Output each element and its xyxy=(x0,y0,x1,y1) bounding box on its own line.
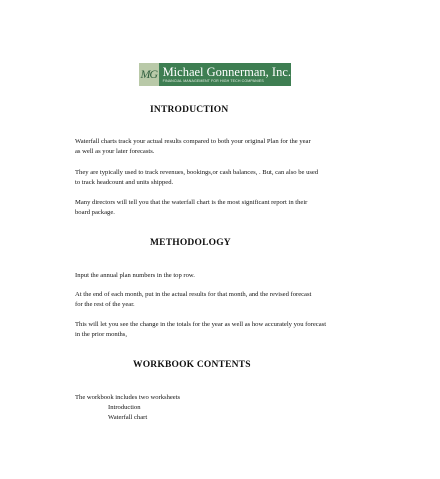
text-line: board package. xyxy=(75,208,115,216)
text-line: for the rest of the year. xyxy=(75,300,135,308)
company-tagline: FINANCIAL MANAGEMENT FOR HIGH TECH COMPANIES xyxy=(162,78,264,83)
worksheet-list xyxy=(108,403,147,422)
methodology-paragraph-1 xyxy=(75,271,195,281)
logo-mark-icon: MG xyxy=(139,63,159,86)
text-line: in the prior months, xyxy=(75,330,128,338)
methodology-paragraph-2 xyxy=(75,290,311,309)
introduction-paragraph-1 xyxy=(75,137,311,156)
text-line: This will let you see the change in the totals for the year as well as how accurately you forecast xyxy=(75,321,327,328)
worksheet-item-introduction: Introduction xyxy=(108,404,141,411)
methodology-heading: METHODOLOGY xyxy=(150,238,231,248)
methodology-paragraph-3 xyxy=(75,320,326,339)
text-line: to track headcount and units shipped. xyxy=(75,178,174,186)
company-logo xyxy=(139,63,291,86)
text-line: They are typically used to track revenues, bookings,or cash balances, . But, can also be used xyxy=(75,169,319,176)
logo-text xyxy=(159,66,291,84)
text-line: as well as your later forecasts. xyxy=(75,147,155,155)
company-name: Michael Gonnerman, Inc. xyxy=(162,64,291,79)
text-line: The workbook includes two worksheets xyxy=(75,394,181,401)
text-line: Input the annual plan numbers in the top row. xyxy=(75,272,195,279)
introduction-paragraph-3 xyxy=(75,198,307,217)
workbook-contents-heading: WORKBOOK CONTENTS xyxy=(133,360,251,370)
introduction-heading: INTRODUCTION xyxy=(150,105,229,115)
introduction-paragraph-2 xyxy=(75,168,318,187)
worksheet-item-waterfall-chart: Waterfall chart xyxy=(108,413,148,421)
text-line: At the end of each month, put in the actual results for that month, and the revised forecast xyxy=(75,291,312,298)
workbook-intro xyxy=(75,393,180,403)
text-line: Waterfall charts track your actual results compared to both your original Plan for the year xyxy=(75,138,311,145)
text-line: Many directors will tell you that the waterfall chart is the most significant report in their xyxy=(75,199,308,206)
